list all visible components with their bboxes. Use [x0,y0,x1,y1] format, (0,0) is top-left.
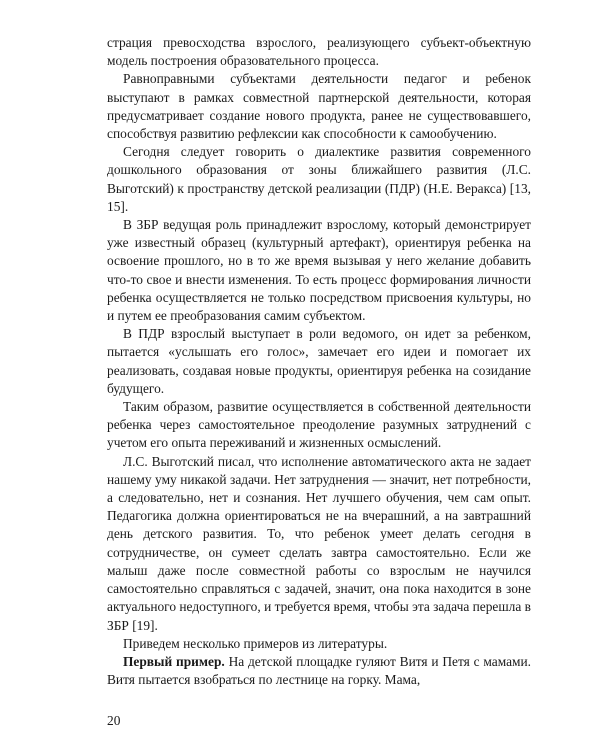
example-heading: Первый пример. [123,653,225,669]
paragraph: страция превосходства взрослого, реализующего субъект-объектную модель построения образовательного процесса. [107,35,531,69]
paragraph: Сегодня следует говорить о диалектике развития современного дошкольного образования от зоны ближайшего развития (Л.С. Выготский) к пространству детской реализации (ПДР) (Н.Е. Веракса) [13, 15]. [107,144,531,214]
paragraph: В ЗБР ведущая роль принадлежит взрослому, который демонстрирует уже известный образец (культурный артефакт), ориентируя ребенка на освоение прошлого, но в то же время вызывая у него желание добавить что-то свое и внести изменения. То есть процесс формирования личности ребенка осуществляется не только посредством присвоения культуры, но и путем ее преобразования самим субъектом. [107,217,531,324]
page-number: 20 [107,713,121,728]
paragraph: Приведем несколько примеров из литературы. [123,635,388,651]
paragraph: Равноправными субъектами деятельности педагог и ребенок выступают в рамках совместной партнерской деятельности, которая предусматривает создание нового продукта, ранее не существовавшего, способствуя развитию рефлексии как способности к самообучению. [107,71,531,142]
paragraph: Таким образом, развитие осуществляется в собственной деятельности ребенка через самостоятельное преодоление разумных затруднений с учетом его опыта переживаний и жизненных осмыслений. [107,399,531,451]
paragraph: В ПДР взрослый выступает в роли ведомого, он идет за ребенком, пытается «услышать его голос», замечает его идеи и помогает их реализовать, создавая новые продукты, ориентируя ребенка на созидание будущего. [107,326,531,396]
paragraph: Л.С. Выготский писал, что исполнение автоматического акта не задает нашему уму никакой задачи. Нет затруднения — значит, нет потребности, а следовательно, нет и сознания. Нет лучшего обучения, чем сам опыт. Педагогика должна ориентироваться не на вчерашний, а на завтрашний день детского развития. То, что ребенок умеет делать сегодня в сотрудничестве, он сумеет сделать завтра самостоятельно. Если же малыш даже после совместной работы со взрослым не научился самостоятельно справляться с задачей, значит, она пока находится в зоне актуального недоступного, и требуется время, чтобы эта задача перешла в ЗБР [19]. [107,453,531,633]
paragraph: Первый пример. На детской площадке гуляют Витя и Петя с мамами. Витя пытается взобраться по лестнице на горку. Мама, [107,653,532,688]
body-text [107,34,531,689]
